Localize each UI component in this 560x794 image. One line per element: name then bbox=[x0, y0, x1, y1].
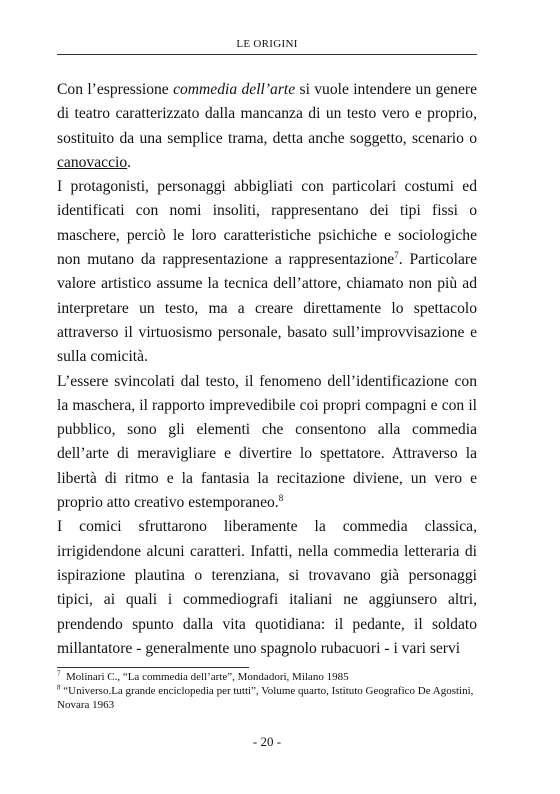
paragraph-2 bbox=[57, 175, 477, 369]
footnote-number: 8 bbox=[57, 683, 61, 692]
footnote-ref-8[interactable]: 8 bbox=[278, 492, 284, 503]
footnote-text: Molinari C., “La commedia dell’arte”, Mondadori, Milano 1985 bbox=[66, 671, 349, 683]
paragraph-2-text-a: I protagonisti, personaggi abbigliati con particolari costumi ed identificati con nomi insoliti, rappresentano dei tipi fissi o maschere, perciò le loro caratteristiche psichiche e sociologiche non mutano da rappresentazione a rappresentazione bbox=[57, 178, 477, 269]
paragraph-1 bbox=[57, 78, 477, 175]
page-number: - 20 - bbox=[252, 734, 282, 749]
footnote-8 bbox=[57, 685, 477, 713]
paragraph-4 bbox=[57, 515, 477, 661]
footnote-rule bbox=[57, 667, 249, 668]
term-commedia-dell-arte: commedia dell’arte bbox=[173, 81, 296, 98]
paragraph-4-text-a: I comici sfruttarono liberamente la commedia classica, irrigidendone alcuni caratteri. Infatti, nella commedia letteraria di ispirazione plautina o terenziana, si trovavano già personaggi tipici, ai quali i commediografi italiani ne aggiunsero altri, prendendo spunto dalla vita quotidiana: il pedante, il soldato millantatore - generalmente uno spagnolo rubacuori - i vari servi bbox=[57, 518, 477, 657]
footnote-number: 7 bbox=[57, 669, 61, 678]
footnotes bbox=[57, 671, 477, 712]
canovaccio-link[interactable]: canovaccio bbox=[57, 153, 128, 171]
paragraph-2-text-b: . Particolare valore artistico assume la tecnica dell’attore, chiamato non più ad interpretare un testo, ma a creare direttamente lo spettacolo attraverso il virtuosismo personale, basato sull’improvvisazione e sulla comicità. bbox=[57, 251, 478, 366]
footnote-text: “Universo.La grande enciclopedia per tutti”, Volume quarto, Istituto Geografico De Agostini, Novara 1963 bbox=[57, 684, 474, 711]
paragraph-1-text-b: si vuole intendere un genere di teatro caratterizzato dalla mancanza di un testo vero e proprio, sostituito da una semplice trama, detta anche soggetto, scenario o bbox=[57, 81, 477, 147]
paragraph-3 bbox=[57, 370, 477, 516]
body-text bbox=[57, 78, 477, 661]
paragraph-1-text-c: . bbox=[127, 153, 132, 171]
running-header: LE ORIGINI bbox=[236, 38, 298, 50]
paragraph-3-text-a: L’essere svincolati dal testo, il fenomeno dell’identificazione con la maschera, il rapporto imprevedibile coi propri compagni e con il pubblico, sono gli elementi che consentono alla commedia dell’arte di meravigliare e divertire lo spettatore. Attraverso la libertà di ritmo e la fantasia la recitazione diviene, un vero e proprio atto creativo estemporaneo. bbox=[57, 372, 477, 512]
footnote-7 bbox=[57, 671, 477, 685]
paragraph-1-text-a: Con l’espressione bbox=[57, 81, 174, 98]
footnote-ref-7[interactable]: 7 bbox=[394, 249, 399, 260]
header-rule bbox=[57, 54, 477, 55]
